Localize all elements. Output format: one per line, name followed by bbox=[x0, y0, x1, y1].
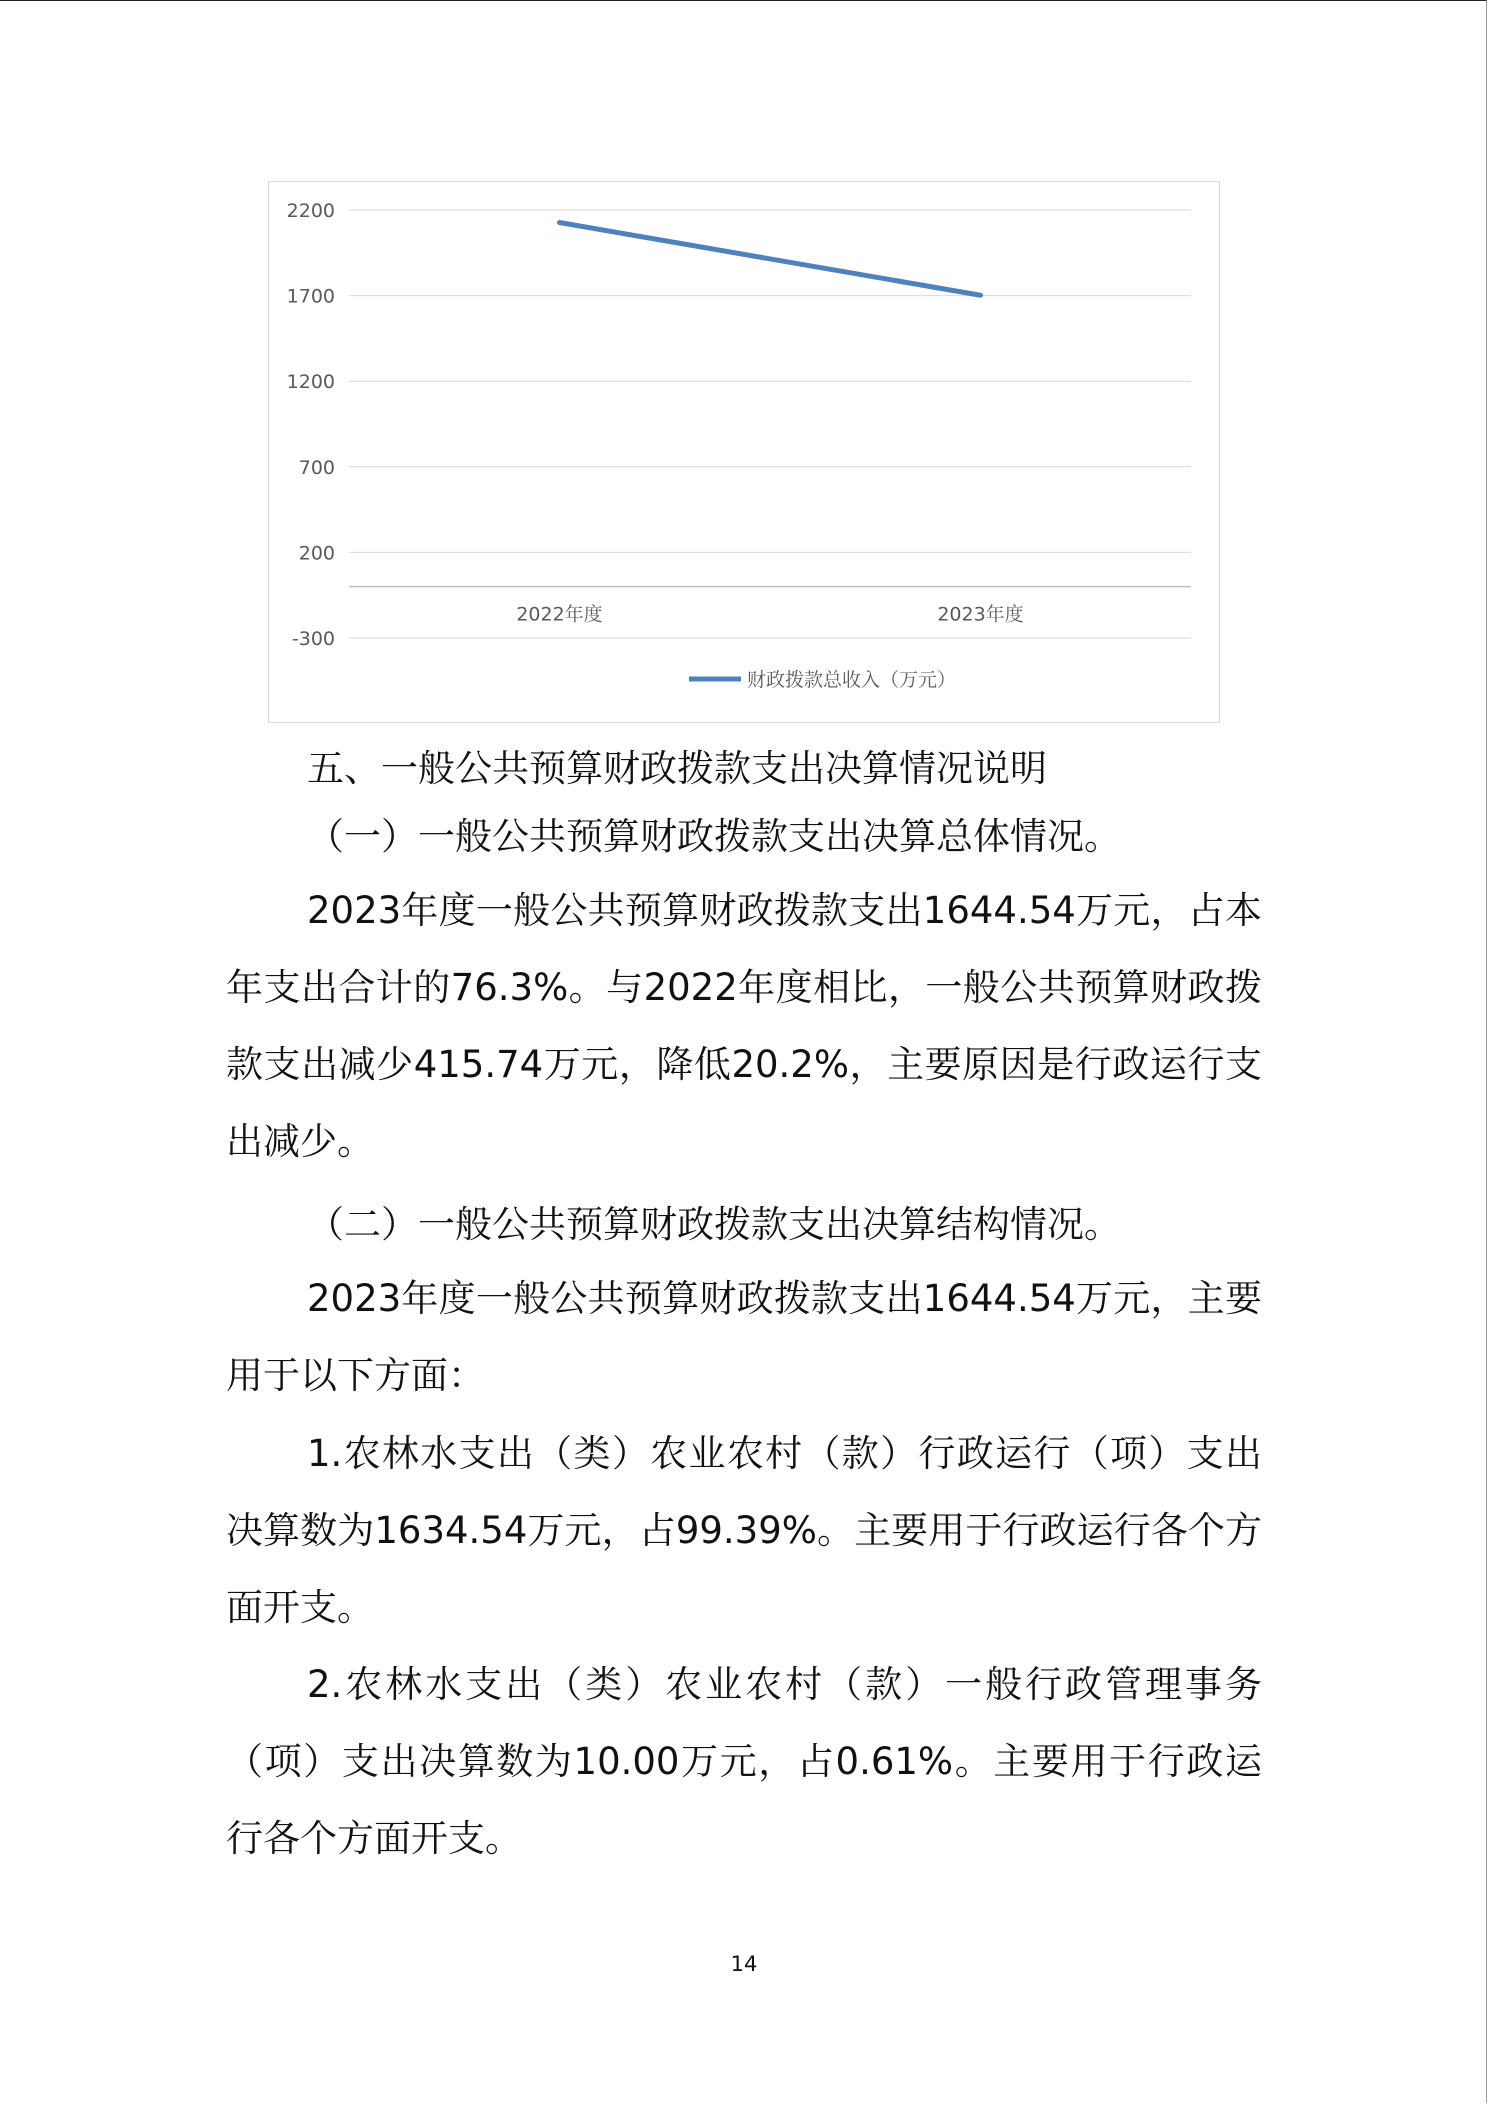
y-tick-label: -300 bbox=[291, 628, 335, 650]
paragraph-structure: 2023年度一般公共预算财政拨款支出1644.54万元，主要用于以下方面： bbox=[226, 1277, 1262, 1397]
list-item-1: 1.农林水支出（类）农业农村（款）行政运行（项）支出决算数为1634.54万元，占99.39%。主要用于行政运行各个方面开支。 bbox=[226, 1432, 1262, 1629]
chart-svg bbox=[269, 182, 1219, 722]
y-tick-label: 1200 bbox=[286, 371, 335, 394]
y-tick-label: 700 bbox=[298, 456, 335, 479]
section-heading: 五、一般公共预算财政拨款支出决算情况说明 bbox=[307, 747, 1047, 790]
y-tick-label: 200 bbox=[298, 542, 335, 565]
x-tick-label: 2022年度 bbox=[516, 603, 603, 626]
line-chart bbox=[268, 181, 1220, 723]
y-tick-label: 2200 bbox=[286, 200, 335, 222]
y-tick-label: 1700 bbox=[286, 285, 335, 308]
page-number: 14 bbox=[730, 1952, 758, 1976]
x-tick-label: 2023年度 bbox=[937, 603, 1024, 626]
paragraph-overall: 2023年度一般公共预算财政拨款支出1644.54万元，占本年支出合计的76.3%。与2022年度相比，一般公共预算财政拨款支出减少415.74万元，降低20.2%，主要原因是行政运行支出减少。 bbox=[226, 889, 1262, 1163]
subheading-overall: （一）一般公共预算财政拨款支出决算总体情况。 bbox=[307, 815, 1121, 858]
subheading-structure: （二）一般公共预算财政拨款支出决算结构情况。 bbox=[307, 1203, 1121, 1246]
legend-label: 财政拨款总收入（万元） bbox=[747, 669, 957, 691]
list-item-2: 2.农林水支出（类）农业农村（款）一般行政管理事务（项）支出决算数为10.00万元，占0.61%。主要用于行政运行各个方面开支。 bbox=[226, 1663, 1262, 1860]
series-line bbox=[560, 223, 981, 296]
